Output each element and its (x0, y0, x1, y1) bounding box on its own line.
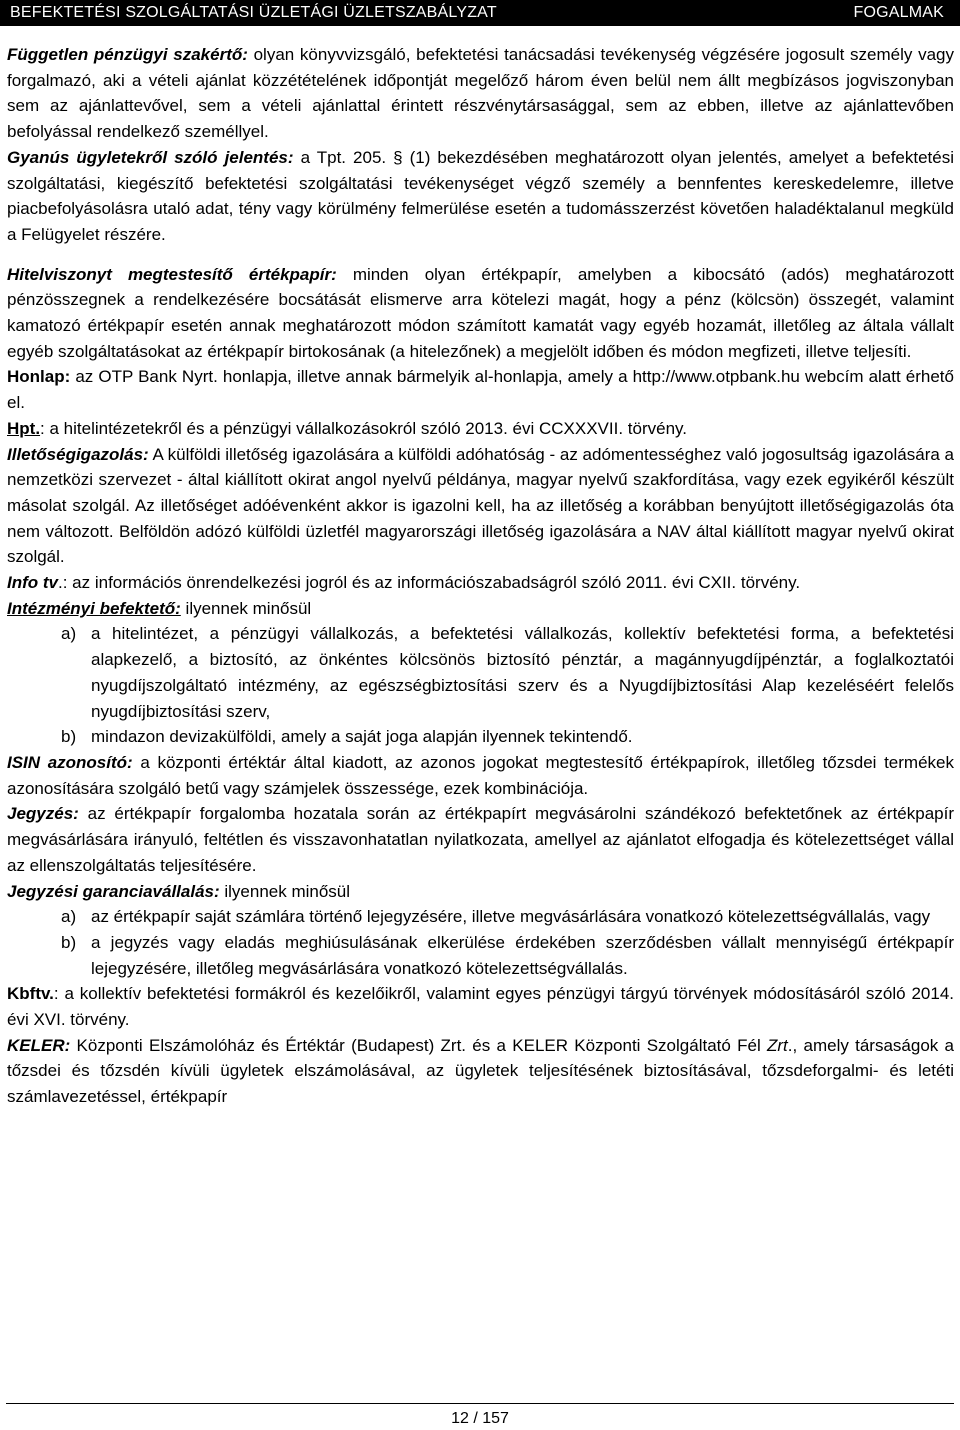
definition-text: ilyennek minősül (180, 598, 312, 618)
list-item (7, 621, 954, 724)
document-body (7, 42, 954, 1110)
definition-text: az OTP Bank Nyrt. honlapja, illetve annak bármelyik al-honlapja, amely a http://www.otpbank.hu webcím alatt érhető el. (7, 367, 954, 413)
definition-garancia (7, 879, 954, 905)
footer-divider (6, 1403, 954, 1404)
term: KELER: (7, 1035, 71, 1055)
definition-text: : a kollektív befektetési formákról és kezelőikről, valamint egyes pénzügyi tárgyú törvények módosításáról szóló 2014. évi XVI. törvény. (7, 984, 954, 1030)
definition-text: A külföldi illetőség igazolására a külföldi adóhatóság - az adómentességhez való jogosultság igazolására a nemzetközi szervezet - által kiállított okirat angol nyelvű példánya, magyar nyelvű szakfordítása, vagy ezek egyikéről készült másolat szolgál. Az illetőséget adóévenként akkor is igazolni kell, ha az illetőség a korábban benyújtott illetőségigazolás óta nem változott. Belföldön adózó külföldi üzletfél magyarországi illetőség igazolására a NAV által kiállított magyar nyelvű okirat szolgál. (7, 444, 954, 567)
definition-illetoseg (7, 442, 954, 571)
list-item-text: a jegyzés vagy eladás meghiúsulásának elkerülése érdekében szerződésben vállalt mennyiségű értékpapír lejegyzésére, illetőleg megvásárlására vonatkozó kötelezettségvállalás. (91, 932, 954, 978)
term: Info tv (7, 573, 58, 593)
definition-jegyzes (7, 801, 954, 878)
definition-gyanus (7, 145, 954, 248)
term: Független pénzügyi szakértő: (7, 45, 248, 64)
list-item (7, 724, 954, 750)
definition-kbftv (7, 981, 954, 1032)
definition-hitelviszony (7, 262, 954, 365)
list-item-text: az értékpapír saját számlára történő lejegyzésére, illetve megvásárlására vonatkozó kötelezettségvállalás, vagy (91, 907, 931, 927)
term: Jegyzési garanciavállalás: (7, 881, 220, 901)
definition-text: .: az információs önrendelkezési jogról és az információszabadságról szóló 2011. évi CXII. törvény. (58, 573, 801, 593)
term: Intézményi befektető: (7, 598, 181, 618)
list-marker: b) (61, 727, 77, 747)
definition-text-italic: Zrt (767, 1035, 788, 1055)
list-item-text: mindazon devizakülföldi, amely a saját joga alapján ilyennek tekintendő. (91, 727, 633, 747)
definition-honlap (7, 364, 954, 415)
term: Honlap: (7, 367, 71, 387)
page-header (0, 0, 960, 26)
definition-fuggetlen (7, 42, 954, 145)
list-item-text: a hitelintézet, a pénzügyi vállalkozás, a befektetési vállalkozás, kollektív befektetési forma, a befektetési alapkezelő, a biztosító, az önkéntes kölcsönös biztosító pénztár, a magánnyugdíjpénztár, a foglalkoztatói nyugdíjszolgáltató intézmény, az egészségbiztosítási szerv és a Nyugdíjbiztosítási Alap kezeléséért felelős nyugdíjbiztosítási szerv, (91, 624, 954, 721)
page-number: 12 / 157 (451, 1410, 509, 1427)
header-section: FOGALMAK (853, 4, 944, 21)
definition-text: a Tpt. 205. § (1) bekezdésében meghatározott olyan jelentés, amelyet a befektetési szolgáltatási, kiegészítő befektetési szolgáltatási tevékenységet végző személy a bennfentes kereskedelemre, illetve piacbefolyásolásra utaló adat, tény vagy körülmény felmerülése esetén a tudomásszerzést követően haladéktalanul megküld a Felügyelet részére. (7, 147, 954, 244)
term: Gyanús ügyletekről szóló jelentés: (7, 147, 294, 167)
definition-intezmenyi (7, 596, 954, 622)
definition-text: minden olyan értékpapír, amelyben a kibocsátó (adós) meghatározott pénzösszegnek a rendelkezésére bocsátását elismerve arra kötelezi magát, hogy a pénz (kölcsön) összegét, valamint kamatozó értékpapír esetén annak meghatározott módon számított kamatát vagy egyéb hozamát, illetőleg az általa vállalt egyéb szolgáltatásokat az értékpapír birtokosának (a hitelezőnek) a megjelölt időben és módon megfizeti, illetve teljesíti. (7, 264, 955, 361)
definition-isin (7, 750, 954, 801)
term: Hpt. (7, 418, 41, 438)
definition-keler (7, 1033, 954, 1110)
intezmenyi-list (7, 621, 954, 750)
list-marker: a) (61, 907, 77, 927)
list-item (7, 930, 954, 981)
definition-text: Központi Elszámolóház és Értéktár (Budapest) Zrt. és a KELER Központi Szolgáltató Fél (70, 1035, 767, 1055)
term: Illetőségigazolás: (7, 444, 149, 464)
term: Jegyzés: (7, 804, 79, 824)
definition-info-tv (7, 570, 954, 596)
definition-hpt (7, 416, 954, 442)
term: Kbftv. (7, 984, 54, 1004)
garancia-list (7, 904, 954, 981)
list-item (7, 904, 954, 930)
term: ISIN azonosító: (7, 752, 133, 772)
definition-text: : a hitelintézetekről és a pénzügyi vállalkozásokról szóló 2013. évi CCXXXVII. törvény. (40, 418, 688, 438)
definition-text: a központi értéktár által kiadott, az azonos jogokat megtestesítő értékpapírok, illetőleg tőzsdei termékek azonosítására szolgáló betű vagy számjelek összessége, ezek kombinációja. (7, 752, 954, 798)
list-marker: b) (61, 932, 77, 952)
definition-text: ., amely társaságok a tőzsdei és tőzsdén kívüli ügyletek elszámolásával, az ügyletek teljesítésének biztosításával, tőzsdeforgalmi- és letéti számlavezetéssel, értékpapír (7, 1035, 955, 1107)
definition-text: olyan könyvvizsgáló, befektetési tanácsadási tevékenység végzésére jogosult személy vagy forgalmazó, aki a vételi ajánlat közzétételének időpontját megelőző három éven belül nem állt megbízásos jogviszonyban sem az ajánlattevővel, sem a vételi ajánlattal érintett részvénytársasággal, sem az ebben, illetve az ajánlattevőben befolyással rendelkező személlyel. (7, 45, 954, 142)
header-title: BEFEKTETÉSI SZOLGÁLTATÁSI ÜZLETÁGI ÜZLETSZABÁLYZAT (10, 4, 497, 21)
term: Hitelviszonyt megtestesítő értékpapír: (7, 264, 337, 284)
definition-text: ilyennek minősül (219, 881, 351, 901)
list-marker: a) (61, 624, 77, 644)
definition-text: az értékpapír forgalomba hozatala során az értékpapírt megvásárolni szándékozó befektetőnek az értékpapír megvásárlására irányuló, feltétlen és visszavonhatatlan nyilatkozata, amellyel az ajánlatot elfogadja és kötelezettséget vállal az ellenszolgáltatás teljesítésére. (7, 804, 954, 875)
